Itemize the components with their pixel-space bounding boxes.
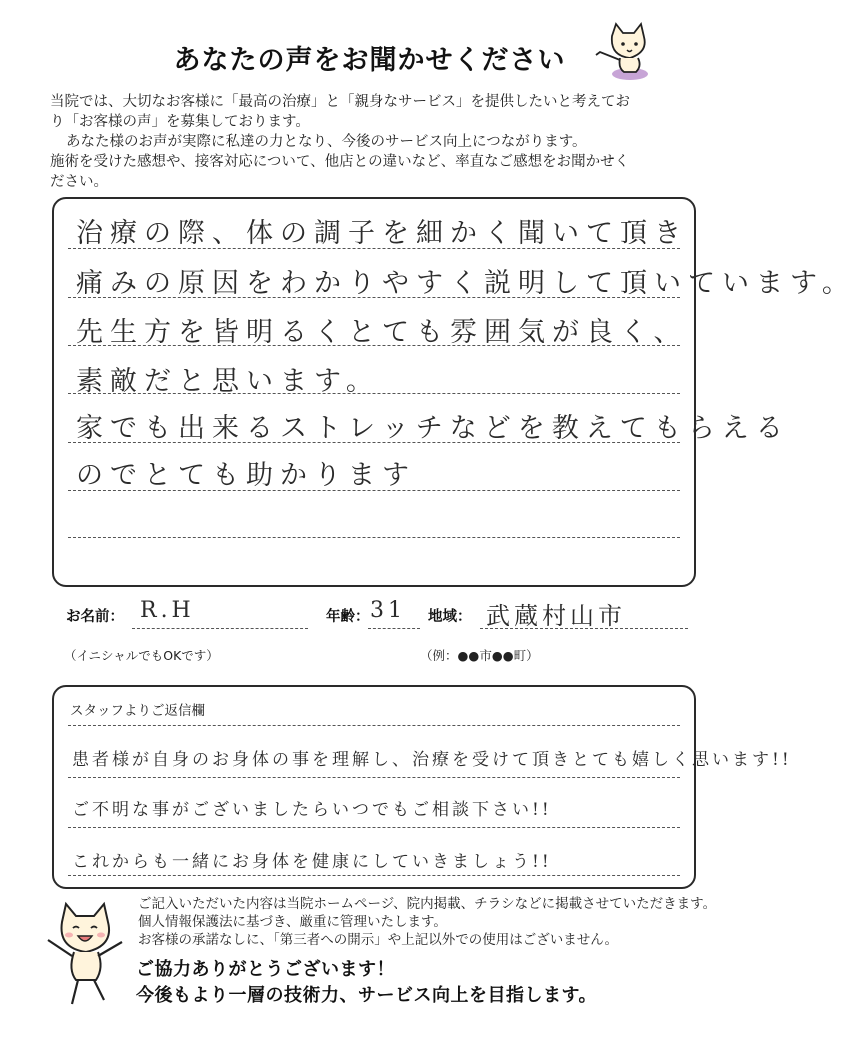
page-title: あなたの声をお聞かせください [173, 45, 566, 76]
ruled-line [68, 442, 680, 443]
feedback-line: 家でも出来るストレッチなどを教えてもらえる [76, 413, 790, 444]
cat-mascot-icon [42, 900, 130, 1010]
name-value: R.H [140, 598, 195, 623]
intro-line: あなた様のお声が実際に私達の力となり、今後のサービス向上につながります。 [66, 134, 587, 150]
ruled-line [68, 297, 680, 298]
intro-line: ださい。 [50, 174, 108, 190]
age-value: 31 [370, 598, 406, 623]
staff-reply-line: これからも一緒にお身体を健康にしていきましょう!! [72, 852, 552, 872]
footer-line: 個人情報保護法に基づき、厳重に管理いたします。 [138, 914, 447, 930]
name-underline [132, 628, 308, 629]
intro-text [50, 92, 700, 192]
area-underline [480, 628, 688, 629]
ruled-line [68, 725, 680, 726]
ruled-line [68, 827, 680, 828]
feedback-line: 素敵だと思います。 [76, 366, 380, 397]
feedback-line: 治療の際、体の調子を細かく聞いて頂き [76, 218, 688, 249]
footer-notes [138, 895, 728, 949]
ruled-line [68, 345, 680, 346]
area-note: （例：●●市●●町） [420, 648, 539, 663]
name-label: お名前： [66, 609, 124, 625]
name-note: （イニシャルでもOKです） [64, 648, 219, 663]
staff-reply-heading: スタッフよりご返信欄 [70, 703, 205, 719]
cat-mascot-icon [590, 22, 660, 84]
thanks-message [136, 957, 597, 1009]
staff-reply-line: 患者様が自身のお身体の事を理解し、治療を受けて頂きとても嬉しく思います!! [72, 750, 792, 770]
footer-line: ご記入いただいた内容は当院ホームページ、院内掲載、チラシなどに掲載させていただきます。 [138, 896, 717, 912]
feedback-line: 痛みの原因をわかりやすく説明して頂いています。 [76, 268, 856, 299]
ruled-line [68, 777, 680, 778]
feedback-line: のでとても助かります [76, 460, 416, 491]
staff-reply-line: ご不明な事がございましたらいつでもご相談下さい!! [72, 800, 552, 820]
intro-line: 施術を受けた感想や、接客対応について、他店との違いなど、率直なご感想をお聞かせく [50, 154, 630, 170]
ruled-line [68, 490, 680, 491]
ruled-line [68, 393, 680, 394]
ruled-line [68, 248, 680, 249]
intro-line: り「お客様の声」を募集しております。 [50, 114, 310, 130]
thanks-line: ご協力ありがとうございます！ [136, 959, 395, 980]
footer-line: お客様の承諾なしに、「第三者への開示」や上記以外での使用はございません。 [138, 932, 619, 948]
area-value: 武蔵村山市 [486, 602, 626, 630]
feedback-line: 先生方を皆明るくとても雰囲気が良く、 [76, 317, 688, 348]
ruled-line [68, 875, 680, 876]
staff-reply-box [52, 685, 792, 889]
age-underline [368, 628, 420, 629]
ruled-line [68, 537, 680, 538]
feedback-box [52, 197, 856, 587]
intro-line: 当院では、大切なお客様に「最高の治療」と「親身なサービス」を提供したいと考えてお [50, 94, 630, 110]
thanks-line: 今後もより一層の技術力、サービス向上を目指します。 [136, 985, 598, 1006]
area-label: 地域： [428, 609, 472, 625]
age-label: 年齢： [326, 609, 370, 625]
